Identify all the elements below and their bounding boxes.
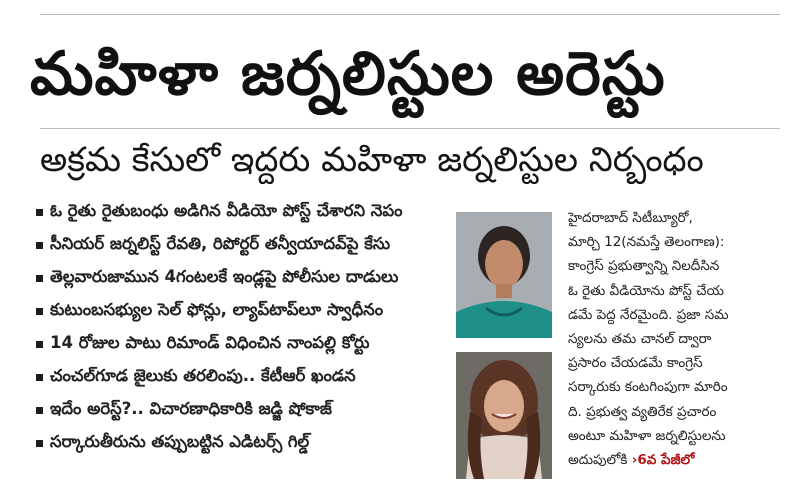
body-last-text: అదుపులోకి (568, 451, 628, 468)
body-line: స్యలను తమ చానల్ ద్వారా (568, 330, 712, 347)
bullet-square-icon (36, 242, 43, 249)
bullet-text: తెల్లవారుజామున 4గంటలకే ఇండ్లపై పోలీసుల దాడులు (50, 267, 399, 286)
bullet-square-icon (36, 275, 43, 282)
bullet-text: 14 రోజుల పాటు రిమాండ్ విధించిన నాంపల్లి కోర్టు (50, 333, 370, 352)
bullet-item (36, 394, 448, 427)
bullet-item (36, 427, 448, 460)
bullet-text: ఇదేం అరెస్ట్?.. విచారణాధికారికి జడ్జి షోకాజ్ (50, 399, 332, 418)
continued-page-link[interactable]: 6వ పేజీలో (637, 451, 695, 468)
body-line: ది. ప్రభుత్వ వ్యతిరేక ప్రచారం (568, 403, 717, 420)
subheadline: అక్రమ కేసులో ఇద్దరు మహిళా జర్నలిస్టుల నిర్బంధం (40, 140, 704, 180)
article-body (568, 206, 788, 472)
photo-journalist-2 (456, 352, 552, 479)
bullet-item (36, 361, 448, 394)
portrait-2-image (456, 352, 552, 479)
top-rule (40, 14, 780, 15)
bullet-text: సీనియర్ జర్నలిస్ట్ రేవతి, రిపోర్టర్ తన్వీయాదవ్‌పై కేసు (50, 234, 391, 253)
continued-arrow-icon: › (631, 451, 638, 468)
bullet-item (36, 295, 448, 328)
bullet-item (36, 196, 448, 229)
bullet-square-icon (36, 308, 43, 315)
bullet-text: కుటుంబసభ్యుల సెల్ ఫోన్లు, ల్యాప్‌టాప్‌లూ స్వాధీనం (50, 300, 384, 319)
headline-rule (40, 128, 780, 129)
bullet-text: ఓ రైతు రైతుబంధు అడిగిన వీడియో పోస్ట్ చేశారని నెపం (50, 201, 403, 220)
body-line: కాంగ్రెస్ ప్రభుత్వాన్ని నిలదీసిన (568, 258, 720, 275)
body-line: మార్చి 12(నమస్తే తెలంగాణ): (568, 234, 725, 251)
photo-journalist-1 (456, 212, 552, 338)
bullet-square-icon (36, 209, 43, 216)
body-line: సర్కారుకు కంటగింపుగా మారిం (568, 379, 728, 396)
portrait-1-image (456, 212, 552, 338)
bullet-square-icon (36, 374, 43, 381)
bullet-square-icon (36, 341, 43, 348)
bullet-item (36, 229, 448, 262)
bullet-square-icon (36, 407, 43, 414)
body-line: హైదరాబాద్ సిటీబ్యూరో, (568, 210, 693, 226)
bullet-text: సర్కారుతీరును తప్పుబట్టిన ఎడిటర్స్ గిల్డ్ (50, 432, 310, 451)
body-line-last (568, 448, 788, 472)
body-line: అంటూ మహిళా జర్నలిస్టులను (568, 427, 726, 444)
bullet-item (36, 328, 448, 361)
bullet-item (36, 262, 448, 295)
bullet-list (36, 196, 448, 460)
bullet-text: చంచల్‌గూడ జైలుకు తరలింపు.. కేటీఆర్ ఖండన (50, 366, 356, 385)
body-line: ఓ రైతు వీడియోను పోస్ట్ చేయ (568, 282, 724, 299)
headline: మహిళా జర్నలిస్టుల అరెస్టు (30, 39, 666, 109)
bullet-square-icon (36, 440, 43, 447)
body-line: ప్రసారం చేయడమే కాంగ్రెస్ (568, 355, 703, 372)
body-line: డమే పెద్ద నేరమైంది. ప్రజా సమ (568, 306, 729, 323)
